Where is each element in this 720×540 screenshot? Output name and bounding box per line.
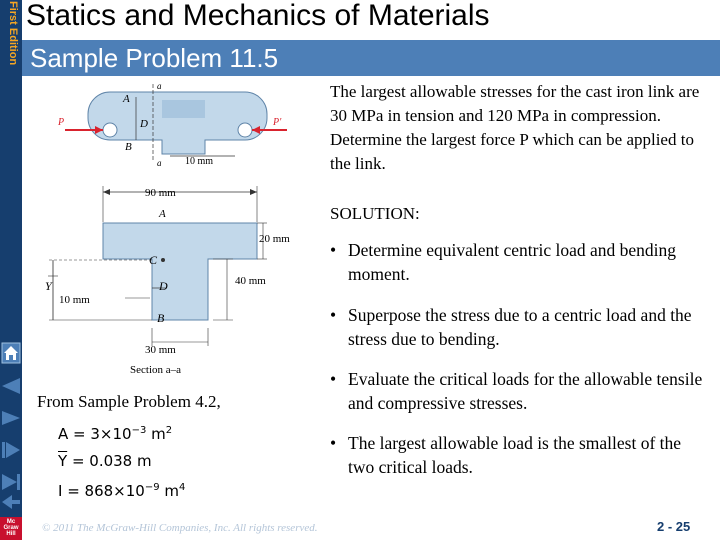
label-B: B	[125, 141, 132, 153]
label-A: A	[159, 208, 166, 220]
home-icon[interactable]	[1, 342, 21, 364]
problem-statement: The largest allowable stresses for the cast iron link are 30 MPa in tension and 120 MPa in compression. Determine the largest force P which can be applied to the link.	[330, 82, 700, 173]
subheader	[22, 40, 720, 76]
ybar-equation: $\overline{Y} = 0.038$ m	[58, 452, 152, 470]
edition-label	[0, 0, 22, 66]
label-40mm: 40 mm	[235, 275, 266, 287]
label-90mm: 90 mm	[145, 187, 176, 199]
label-C: C	[149, 253, 158, 267]
page-title: Statics and Mechanics of Materials	[26, 0, 490, 32]
label-D: D	[140, 118, 148, 130]
label-20mm: 20 mm	[259, 233, 290, 245]
section-caption: Section a–a	[130, 364, 182, 376]
first-slide-icon[interactable]	[1, 375, 21, 397]
label-P-right: P'	[273, 117, 282, 128]
next-slide-icon[interactable]	[1, 439, 21, 461]
label-Y: Y	[45, 279, 52, 293]
back-icon[interactable]	[1, 492, 21, 512]
label-B: B	[157, 311, 165, 325]
label-10mm: 10 mm	[185, 156, 214, 167]
label-D: D	[159, 279, 168, 293]
label-a-bottom: a	[157, 158, 162, 168]
previous-slide-icon[interactable]	[1, 407, 21, 429]
label-30mm: 30 mm	[145, 344, 176, 356]
label-a-top: a	[157, 81, 162, 91]
last-slide-icon[interactable]	[1, 471, 21, 493]
edition-text: First Edition	[7, 1, 19, 66]
mcgraw-hill-logo: Mc Graw Hill	[0, 517, 22, 540]
label-10mm: 10 mm	[59, 294, 90, 306]
copyright: © 2011 The McGraw-Hill Companies, Inc. All rights reserved.	[42, 522, 318, 534]
inertia-equation: $I = 868\times 10^{-9}$ $m^4$	[58, 482, 186, 500]
link-figure	[55, 80, 300, 170]
solution-bullet-4: • The largest allowable load is the smallest of the two critical loads.	[330, 433, 682, 477]
label-P-left: P	[58, 117, 65, 128]
reference-caption: From Sample Problem 4.2,	[37, 392, 221, 411]
slide-title: Sample Problem 11.5	[30, 43, 279, 73]
page-number: 2 - 25	[657, 519, 691, 534]
section-figure	[25, 180, 315, 378]
solution-bullet-1: • Determine equivalent centric load and bending moment.	[330, 240, 676, 284]
solution-heading: SOLUTION:	[330, 204, 420, 223]
label-A: A	[123, 93, 130, 105]
solution-bullet-3: • Evaluate the critical loads for the allowable tensile and compressive stresses.	[330, 369, 703, 413]
left-hole	[103, 123, 117, 137]
solution-bullet-2: • Superpose the stress due to a centric load and the stress due to bending.	[330, 305, 692, 349]
header	[22, 0, 720, 38]
right-hole	[238, 123, 252, 137]
area-equation: $A = 3\times 10^{-3}$ $m^2$	[58, 425, 173, 443]
